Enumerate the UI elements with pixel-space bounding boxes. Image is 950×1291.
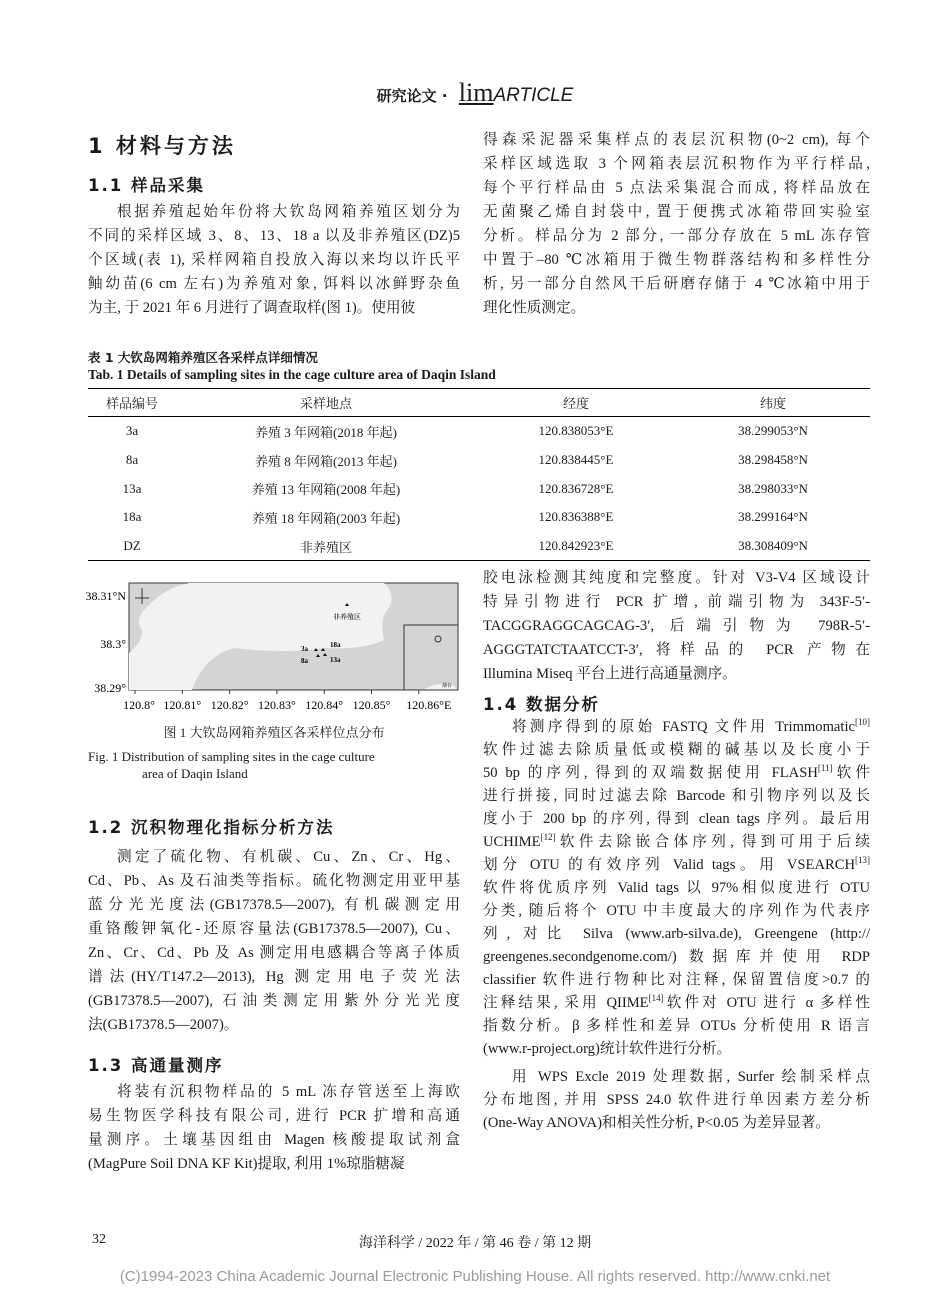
figure-caption-en-line1: Fig. 1 Distribution of sampling sites in the cage culture <box>88 749 375 764</box>
section-heading-1-2: 1.2 沉积物理化指标分析方法 <box>88 818 335 837</box>
site-label: 3a <box>301 645 308 653</box>
copyright-notice: (C)1994-2023 China Academic Journal Electronic Publishing House. All rights reserved. http://www.cnki.net <box>119 1268 831 1285</box>
text-line: TACGGRAGGCAGCAG-3′, 后端引物为 798R-5′- <box>483 618 870 634</box>
header-site: 采样地点 <box>176 389 476 417</box>
header-sample-id: 样品编号 <box>88 389 176 417</box>
site-label: 18a <box>330 641 341 649</box>
text-line: 测定了硫化物、有机碳、Cu、Zn、Cr、Hg、 <box>117 849 460 865</box>
table-header-row <box>88 389 870 417</box>
inset-label: 烟台 <box>441 684 452 689</box>
map-svg <box>84 578 464 714</box>
text-line: 50 bp 的序列, 得到的双端数据使用 FLASH[11]软件 <box>483 763 870 781</box>
citation-ref[interactable]: [12] <box>540 832 556 842</box>
figure-caption-en <box>88 748 460 782</box>
text-line: Cd、Pb、As 及石油类等指标。硫化物测定用亚甲基 <box>88 873 460 889</box>
text-line: 为主, 于 2021 年 6 月进行了调查取样(图 1)。使用彼 <box>88 300 416 316</box>
section-heading-1-3: 1.3 高通量测序 <box>88 1056 224 1075</box>
table-caption-cn: 表 1 大钦岛网箱养殖区各采样点详细情况 <box>88 350 318 365</box>
table-caption-en: Tab. 1 Details of sampling sites in the cage culture area of Daqin Island <box>88 367 496 382</box>
text-line: 每个平行样品由 5 点法采集混合而成, 将样品放在 <box>483 180 870 196</box>
table-cell: 38.298458°N <box>738 452 808 468</box>
paragraph-sequencing-cont <box>483 566 870 686</box>
text-line: 谱法(HY/T147.2—2013), Hg 测定用电子荧光法 <box>88 969 460 985</box>
text-line: 得森采泥器采集样点的表层沉积物(0~2 cm), 每个 <box>483 132 870 148</box>
citation-ref[interactable]: [13] <box>855 855 870 865</box>
table-cell: 120.836728°E <box>538 480 614 496</box>
text-line: Zn、Cr、Cd、Pb 及 As 测定用电感耦合等离子体质 <box>88 945 460 961</box>
table-row <box>88 474 870 503</box>
table-row <box>88 503 870 532</box>
table-cell: 120.836388°E <box>538 509 614 525</box>
table-cell: 38.298033°N <box>738 480 808 496</box>
table-cell: 8a <box>125 452 139 468</box>
text-line: 指数分析。β 多样性和差异 OTUs 分析使用 R 语言 <box>483 1018 870 1034</box>
text-line: 无菌聚乙烯自封袋中, 置于便携式冰箱带回实验室 <box>483 204 870 220</box>
y-tick-label: 38.31°N <box>85 589 126 603</box>
citation-ref[interactable]: [10] <box>855 717 870 727</box>
header-latitude: 纬度 <box>676 389 870 417</box>
table-cell: 养殖 13 年网箱(2008 年起) <box>251 482 401 498</box>
text-line: 软件过滤去除质量低或模糊的碱基以及长度小于 <box>483 742 870 758</box>
text-line: 不同的采样区域 3、8、13、18 a 以及非养殖区(DZ)5 <box>88 228 460 244</box>
table-cell: 养殖 8 年网箱(2013 年起) <box>255 453 397 469</box>
text-line: 特异引物进行 PCR 扩增, 前端引物为 343F-5′- <box>483 594 870 610</box>
paragraph-data-analysis <box>483 716 870 1061</box>
text-line: 理化性质测定。 <box>483 300 586 316</box>
table-cell: 养殖 18 年网箱(2003 年起) <box>251 510 401 526</box>
text-line: (MagPure Soil DNA KF Kit)提取, 利用 1%琼脂糖凝 <box>88 1156 405 1172</box>
paragraph-physchem <box>88 845 460 1037</box>
table-cell: 13a <box>122 480 142 496</box>
table-cell: 120.838053°E <box>538 423 614 439</box>
x-tick-label: 120.85° <box>352 698 391 712</box>
text-line: 软件将优质序列 Valid tags 以 97%相似度进行 OTU <box>483 880 870 896</box>
text-line: 列, 对比 Silva (www.arb-silva.de), Greengene (http:// <box>483 926 870 942</box>
text-line: 进行拼接, 同时过滤去除 Barcode 和引物序列以及长 <box>483 788 870 804</box>
section-label: 研究论文 · <box>376 87 448 105</box>
site-label: 13a <box>330 656 341 664</box>
table-row <box>88 532 870 561</box>
table-cell: DZ <box>88 532 176 561</box>
text-line: (www.r-project.org)统计软件进行分析。 <box>483 1041 732 1057</box>
table-cell: 38.308409°N <box>676 532 870 561</box>
text-line: 重铬酸钾氧化-还原容量法(GB17378.5—2007), Cu、 <box>88 921 460 937</box>
figure-caption-cn: 图 1 大钦岛网箱养殖区各采样位点分布 <box>163 725 385 740</box>
x-tick-label: 120.82° <box>210 698 249 712</box>
table-cell: 120.838445°E <box>538 452 614 468</box>
citation-ref[interactable]: [11] <box>817 763 833 773</box>
paragraph-sequencing <box>88 1080 460 1176</box>
table-cell: 38.299164°N <box>738 509 808 525</box>
sampling-sites-table <box>88 388 870 561</box>
text-line: greengenes.secondgenome.com/) 数据库并使用 RDP <box>483 949 870 965</box>
text-line: Illumina Miseq 平台上进行高通量测序。 <box>483 666 737 682</box>
text-line: 中置于–80 ℃冰箱用于微生物群落结构和多样性分 <box>483 252 870 268</box>
paragraph-statistics <box>483 1066 870 1135</box>
x-tick-label: 120.84° <box>305 698 344 712</box>
text-line: 鲉幼苗(6 cm 左右)为养殖对象, 饵料以冰鲜野杂鱼 <box>88 276 460 292</box>
article-label: ARTICLE <box>493 85 574 106</box>
header-longitude: 经度 <box>476 389 676 417</box>
table-cell: 非养殖区 <box>176 532 476 561</box>
paragraph-sampling <box>88 200 460 320</box>
table-cell: 3a <box>125 423 139 439</box>
text-line: 度小于 200 bp 的序列, 得到 clean tags 序列。最后用 <box>483 811 870 827</box>
dz-label: 非养殖区 <box>333 613 361 621</box>
section-heading-1-4: 1.4 数据分析 <box>483 695 600 714</box>
text-line: 根据养殖起始年份将大钦岛网箱养殖区划分为 <box>117 204 460 220</box>
table-row <box>88 417 870 446</box>
text-line: 将测序得到的原始 FASTQ 文件用 Trimmomatic[10] <box>512 717 870 735</box>
site-label: 8a <box>301 657 308 665</box>
text-line: 用 WPS Excle 2019 处理数据, Surfer 绘制采样点 <box>512 1069 870 1085</box>
text-line: 分类, 随后将个 OTU 中丰度最大的序列作为代表序 <box>483 903 870 919</box>
y-tick-label: 38.3° <box>100 637 126 651</box>
table-cell: 120.842923°E <box>476 532 676 561</box>
text-line: classifier 软件进行物种比对注释, 保留置信度>0.7 的 <box>483 972 870 988</box>
text-line: 分析。样品分为 2 部分, 一部分存放在 5 mL 冻存管 <box>483 228 870 244</box>
x-tick-label: 120.83° <box>257 698 296 712</box>
text-line: 法(GB17378.5—2007)。 <box>88 1017 239 1033</box>
text-line: 采样区域选取 3 个网箱表层沉积物作为平行样品, <box>483 156 870 172</box>
text-line: (One-Way ANOVA)和相关性分析, P<0.05 为差异显著。 <box>483 1115 830 1131</box>
table-cell: 38.299053°N <box>738 423 808 439</box>
text-line: 注释结果, 采用 QIIME[14]软件对 OTU 进行 α 多样性 <box>483 993 870 1011</box>
text-line: 划分 OTU 的有效序列 Valid tags。用 VSEARCH[13] <box>483 855 870 873</box>
table-cell: 养殖 3 年网箱(2018 年起) <box>255 424 397 440</box>
text-line: 易生物医学科技有限公司, 进行 PCR 扩增和高通 <box>88 1108 460 1124</box>
paragraph-sampling-cont <box>483 128 870 320</box>
text-line: (GB17378.5—2007), 石油类测定用紫外分光光度 <box>88 993 460 1009</box>
x-tick-label: 120.86°E <box>406 698 452 712</box>
figure-caption-en-line2: area of Daqin Island <box>142 766 248 781</box>
text-line: 析, 另一部分自然风干后研磨存储于 4 ℃冰箱中用于 <box>483 276 870 292</box>
text-line: 量测序。土壤基因组由 Magen 核酸提取试剂盒 <box>88 1132 460 1148</box>
text-line: UCHIME[12]软件去除嵌合体序列, 得到可用于后续 <box>483 832 870 850</box>
text-line: AGGGTATCTAATCCT-3′, 将样品的 PCR 产物在 <box>483 642 870 658</box>
running-header <box>0 78 950 108</box>
table-row <box>88 446 870 475</box>
x-tick-label: 120.81° <box>163 698 202 712</box>
lim-logo: lim <box>458 78 494 107</box>
figure-1-map <box>84 578 464 714</box>
text-line: 分布地图, 并用 SPSS 24.0 软件进行单因素方差分析 <box>483 1092 870 1108</box>
y-tick-label: 38.29° <box>94 681 126 695</box>
table-cell: 18a <box>122 509 142 525</box>
text-line: 将装有沉积物样品的 5 mL 冻存管送至上海欧 <box>117 1084 460 1100</box>
text-line: 蓝分光光度法(GB17378.5—2007), 有机碳测定用 <box>88 897 460 913</box>
citation-ref[interactable]: [14] <box>648 993 664 1003</box>
journal-info: 海洋科学 / 2022 年 / 第 46 卷 / 第 12 期 <box>358 1236 592 1251</box>
x-tick-label: 120.8° <box>123 698 155 712</box>
section-heading-1-1: 1.1 样品采集 <box>88 176 205 195</box>
text-line: 胶电泳检测其纯度和完整度。针对 V3-V4 区域设计 <box>483 570 870 586</box>
section-heading-1: 1 材料与方法 <box>88 134 236 158</box>
text-line: 个区域(表 1), 采样网箱自投放入海以来均以许氏平 <box>88 252 460 268</box>
page-number: 32 <box>92 1232 106 1247</box>
